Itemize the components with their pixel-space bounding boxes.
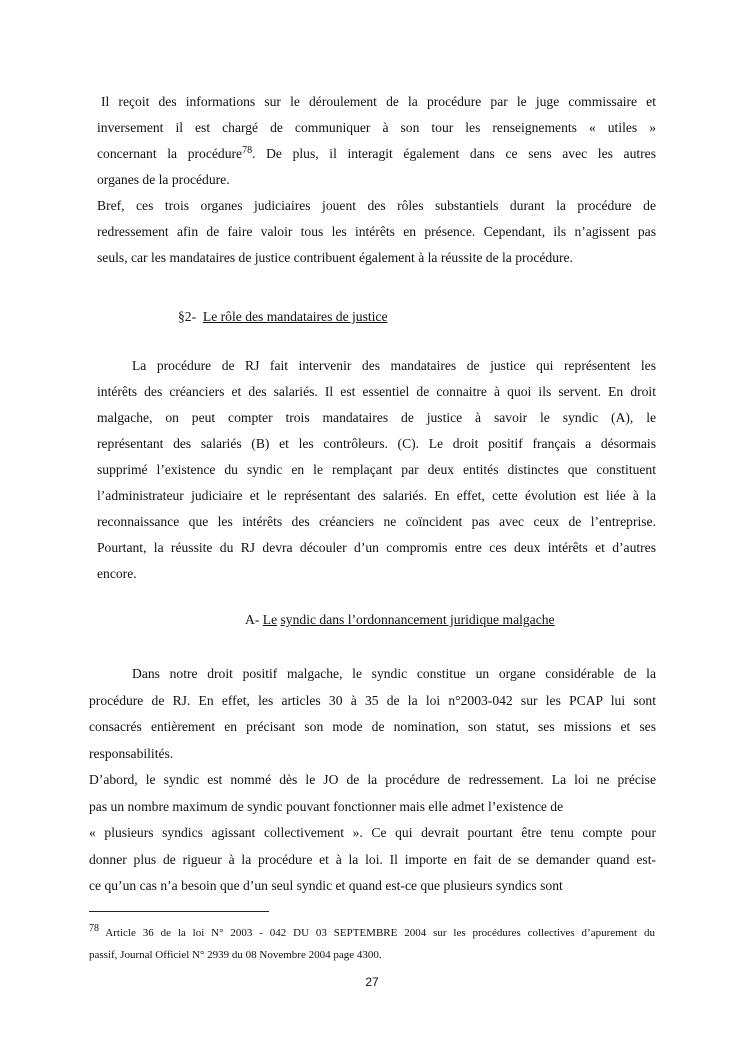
text-line: représentant des salariés (B) et les contrôleurs. (C). Le droit positif français a désormais	[97, 436, 656, 451]
footnote-line: passif, Journal Officiel N° 2939 du 08 Novembre 2004 page 4300.	[89, 949, 382, 961]
subsection-prefix: A-	[245, 612, 260, 627]
footnote	[89, 922, 655, 966]
section-heading	[178, 309, 388, 325]
paragraph-4	[89, 661, 656, 900]
paragraph-3	[97, 353, 656, 587]
text-line: procédure de RJ. En effet, les articles 30 à 35 de la loi n°2003-042 sur les PCAP lui sont	[89, 692, 656, 708]
text-line: Bref, ces trois organes judiciaires jouent des rôles substantiels durant la procédure de	[97, 198, 656, 213]
text-line: supprimé l’existence du syndic en le remplaçant par deux entités distinctes que constituent	[97, 462, 656, 477]
footnote-separator	[89, 911, 269, 912]
text-line: consacrés entièrement en précisant son mode de nomination, son statut, ses missions et ses	[89, 719, 656, 734]
section-number: §2-	[178, 309, 197, 324]
text-line: organes de la procédure.	[97, 172, 230, 187]
subsection-word: Le	[262, 612, 278, 627]
footnote-line	[89, 922, 655, 944]
text-fragment: . De plus, il interagit également dans ce sens avec les autres	[252, 146, 656, 161]
text-line: responsabilités.	[89, 745, 174, 761]
footnote-reference[interactable]: 78	[242, 145, 253, 156]
text-line: malgache, on peut compter trois mandataires de justice à savoir le syndic (A), le	[97, 410, 656, 425]
text-line: inversement il est chargé de communiquer à son tour les renseignements « utiles »	[97, 120, 656, 135]
text-line: donner plus de rigueur à la procédure et à la loi. Il importe en fait de se demander quand est-	[89, 851, 656, 867]
page-number: 27	[365, 975, 379, 989]
text-line: Pourtant, la réussite du RJ devra découler d’un compromis entre ces deux intérêts et d’autres	[97, 540, 656, 555]
text-line: seuls, car les mandataires de justice contribuent également à la réussite de la procédure.	[97, 250, 573, 265]
text-line: La procédure de RJ fait intervenir des mandataires de justice qui représentent les	[132, 358, 656, 373]
text-line: l’administrateur judiciaire et le représentant des salariés. En effet, cette évolution est liée à la	[97, 488, 656, 503]
text-line: intérêts des créanciers et des salariés. Il est essentiel de connaitre à quoi ils servent. En droit	[97, 384, 656, 399]
paragraph-1	[97, 89, 656, 193]
subsection-title: syndic dans l’ordonnancement juridique malgache	[280, 612, 555, 627]
footnote-text: Article 36 de la loi N° 2003 - 042 DU 03 SEPTEMBRE 2004 sur les procédures collectives d’apurement du	[105, 927, 655, 939]
text-line	[97, 141, 656, 167]
text-line: D’abord, le syndic est nommé dès le JO de la procédure de redressement. La loi ne précise	[89, 772, 656, 787]
section-title: Le rôle des mandataires de justice	[202, 309, 388, 324]
subsection-heading	[245, 612, 555, 628]
text-line: Dans notre droit positif malgache, le syndic constitue un organe considérable de la	[132, 666, 656, 681]
text-line: Il reçoit des informations sur le déroulement de la procédure par le juge commissaire et	[101, 94, 656, 109]
text-line: pas un nombre maximum de syndic pouvant fonctionner mais elle admet l’existence de	[89, 798, 564, 814]
text-line: « plusieurs syndics agissant collectivement ». Ce qui devrait pourtant être tenu compte pour	[89, 825, 656, 840]
paragraph-2	[97, 193, 656, 271]
text-line: reconnaissance que les intérêts des créanciers ne coïncident pas avec ceux de l’entreprise.	[97, 514, 656, 529]
footnote-number: 78	[89, 923, 99, 934]
text-line: ce qu’un cas n’a besoin que d’un seul syndic et quand est-ce que plusieurs syndics sont	[89, 878, 563, 893]
text-line: encore.	[97, 566, 137, 581]
text-fragment: concernant la procédure	[97, 146, 243, 161]
text-line: redressement afin de faire valoir tous les intérêts en présence. Cependant, ils n’agissent pas	[97, 224, 656, 239]
